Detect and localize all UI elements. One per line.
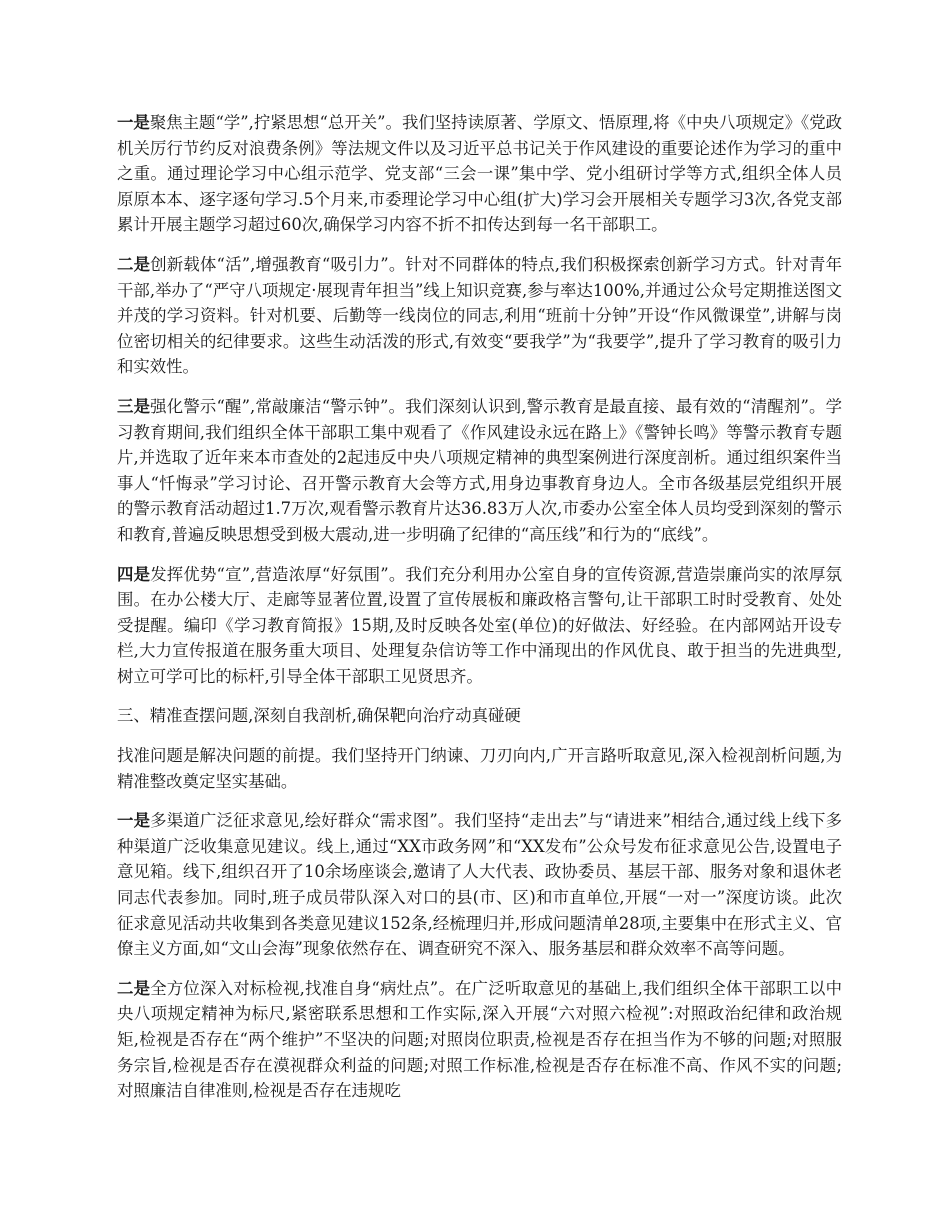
paragraph-lead: 一是 — [117, 113, 150, 132]
paragraph-text: 多渠道广泛征求意见,绘好群众“需求图”。我们坚持“走出去”与“请进来”相结合,通过线上线下多种渠道广泛收集意见建议。线上,通过“XX市政务网”和“XX发布”公众号发布征求意见公告,设置电子意见箱。线下,组织召开了10余场座谈会,邀请了人大代表、政协委员、基层干部、服务对象和退休老同志代表参加。同时,班子成员带队深入对口的县(市、区)和市直单位,开展“一对一”深度访谈。此次征求意见活动共收集到各类意见建议152条,经梳理归并,形成问题清单28项,主要集中在形式主义、官僚主义方面,如“文山会海”现象依然存在、调查研究不深入、服务基层和群众效率不高等问题。 — [117, 811, 842, 959]
paragraph-lead: 四是 — [117, 564, 151, 584]
paragraph-publicity — [117, 562, 842, 690]
section-heading — [117, 703, 842, 729]
paragraph-lead: 三是 — [117, 396, 151, 416]
paragraph-text: 聚焦主题“学”,拧紧思想“总开关”。我们坚持读原著、学原文、悟原理,将《中央八项规定》《党政机关厉行节约反对浪费条例》等法规文件以及习近平总书记关于作风建设的重要论述作为学习的重中之重。通过理论学习中心组示范学、党支部“三会一课”集中学、党小组研讨学等方式,组织全体人员原原本本、逐字逐句学习.5个月来,市委理论学习中心组(扩大)学习会开展相关专题学习3次,各党支部累计开展主题学习超过60次,确保学习内容不折不扣传达到每一名干部职工。 — [117, 113, 842, 235]
paragraph-self-review — [117, 976, 842, 1104]
paragraph-text: 创新载体“活”,增强教育“吸引力”。针对不同群体的特点,我们积极探索创新学习方式。针对青年干部,举办了“严守八项规定·展现青年担当”线上知识竞赛,参与率达100%,并通过公众号定期推送图文并茂的学习资料。针对机要、后勤等一线岗位的同志,利用“班前十分钟”开设“作风微课堂”,讲解与岗位密切相关的纪律要求。这些生动活泼的形式,有效变“要我学”为“我要学”,提升了学习教育的吸引力和实效性。 — [117, 254, 843, 377]
paragraph-lead: 二是 — [117, 254, 151, 274]
paragraph-intro — [117, 743, 842, 794]
paragraph-text: 全方位深入对标检视,找准自身“病灶点”。在广泛听取意见的基础上,我们组织全体干部职工以中央八项规定精神为标尺,紧密联系思想和工作实际,深入开展“六对照六检视”:对照政治纪律和政治规矩,检视是否存在“两个维护”不坚决的问题;对照岗位职责,检视是否存在担当作为不够的问题;对照服务宗旨,检视是否存在漠视群众利益的问题;对照工作标准,检视是否存在标准不高、作风不实的问题;对照廉洁自律准则,检视是否存在违规吃 — [117, 978, 842, 1101]
paragraph-text: 强化警示“醒”,常敲廉洁“警示钟”。我们深刻认识到,警示教育是最直接、最有效的“清醒剂”。学习教育期间,我们组织全体干部职工集中观看了《作风建设永远在路上》《警钟长鸣》等警示教育专题片,并选取了近年来本市查处的2起违反中央八项规定精神的典型案例进行深度剖析。通过组织案件当事人“忏悔录”学习讨论、召开警示教育大会等方式,用身边事教育身边人。全市各级基层党组织开展的警示教育活动超过1.7万次,观看警示教育片达36.83万人次,市委办公室全体人员均受到深刻的警示和教育,普遍反映思想受到极大震动,进一步明确了纪律的“高压线”和行为的“底线”。 — [117, 396, 843, 544]
paragraph-innovation — [117, 252, 842, 380]
document-body — [117, 110, 842, 1118]
paragraph-text: 发挥优势“宣”,营造浓厚“好氛围”。我们充分利用办公室自身的宣传资源,营造崇廉尚实的浓厚氛围。在办公楼大厅、走廊等显著位置,设置了宣传展板和廉政格言警句,让干部职工时时受教育、处处受提醒。编印《学习教育简报》15期,及时反映各处室(单位)的好做法、好经验。在内部网站开设专栏,大力宣传报道在服务重大项目、处理复杂信访等工作中涌现出的作风优良、敢于担当的先进典型,树立可学可比的标杆,引导全体干部职工见贤思齐。 — [117, 564, 843, 686]
paragraph-feedback — [117, 808, 842, 962]
paragraph-warning — [117, 394, 842, 548]
paragraph-text: 找准问题是解决问题的前提。我们坚持开门纳谏、刀刃向内,广开言路听取意见,深入检视剖析问题,为精准整改奠定坚实基础。 — [117, 746, 842, 791]
heading-text: 三、精准查摆问题,深刻自我剖析,确保靶向治疗动真碰硬 — [117, 706, 521, 726]
paragraph-lead: 一是 — [117, 811, 151, 831]
paragraph-lead: 二是 — [117, 978, 151, 998]
paragraph-study — [117, 110, 842, 238]
